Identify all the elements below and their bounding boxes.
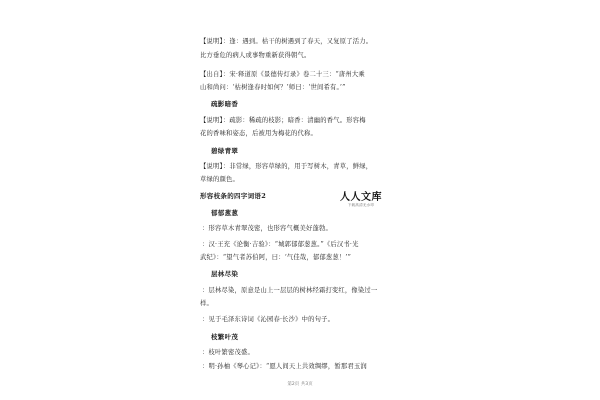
text-line: ：形容草木青翠茂密，也形容气概美好蓬勃。 (202, 225, 332, 232)
text-line: ：层林尽染，原意是山上一层层的树林经霜打变红，像染过一 (202, 287, 378, 294)
idiom-heading: 枝繁叶茂 (211, 333, 239, 341)
idiom-heading: 疏影暗香 (211, 100, 239, 108)
idiom-heading: 碧绿青翠 (211, 147, 239, 155)
text-line: 比方垂危的病人或事物重新获得朝气。 (200, 52, 311, 59)
logo-subtitle: 下载高清无水印 (347, 203, 375, 207)
idiom-heading: 郁郁葱葱 (211, 209, 239, 217)
page-footer: 第2页 共3页 (287, 382, 313, 387)
watermark-logo (339, 192, 383, 208)
text-line: 【说明】：疏影：稀疏的枝影；暗香：清幽的香气。形容梅 (200, 117, 366, 124)
text-line: 山和尚问：‘枯树逢春时如何？’师曰：‘世间希有。’” (200, 84, 346, 91)
text-line: 【出自】：宋·释道原《景德传灯录》卷二十三：“唐州大乘 (200, 71, 365, 78)
text-line: 【说明】：逢：遇到。枯干的树遇到了春天，又复原了活力。 (200, 38, 373, 45)
text-line: 武纪》：“望气者苏伯阿，曰：‘气佳哉，郁郁葱葱！’” (200, 254, 352, 261)
idiom-heading: 层林尽染 (211, 270, 239, 278)
section-heading: 形容枝条的四字词语2 (200, 192, 267, 200)
text-line: 【说明】：非常绿，形容草绿的，用于写树木，青草，鲜绿， (200, 163, 373, 170)
text-line: ：枝叶繁密茂盛。 (202, 349, 254, 356)
text-line: 草绿的颜色。 (200, 176, 239, 183)
text-line: 花的香味和姿态，后被用为梅花的代称。 (200, 130, 317, 137)
logo-title: 人人文库 (340, 192, 382, 203)
text-line: ：见于毛泽东诗词《沁园春·长沙》中的句子。 (202, 316, 335, 323)
text-line: ：汉·王充《论衡·吉验》：“城郭郁郁葱葱。”《后汉书·光 (202, 241, 359, 248)
text-line: 样。 (200, 300, 213, 307)
text-line: ：明·孙柚《琴心记》：“愿人间天上共效绸缪，暂那君玉润 (202, 363, 367, 370)
